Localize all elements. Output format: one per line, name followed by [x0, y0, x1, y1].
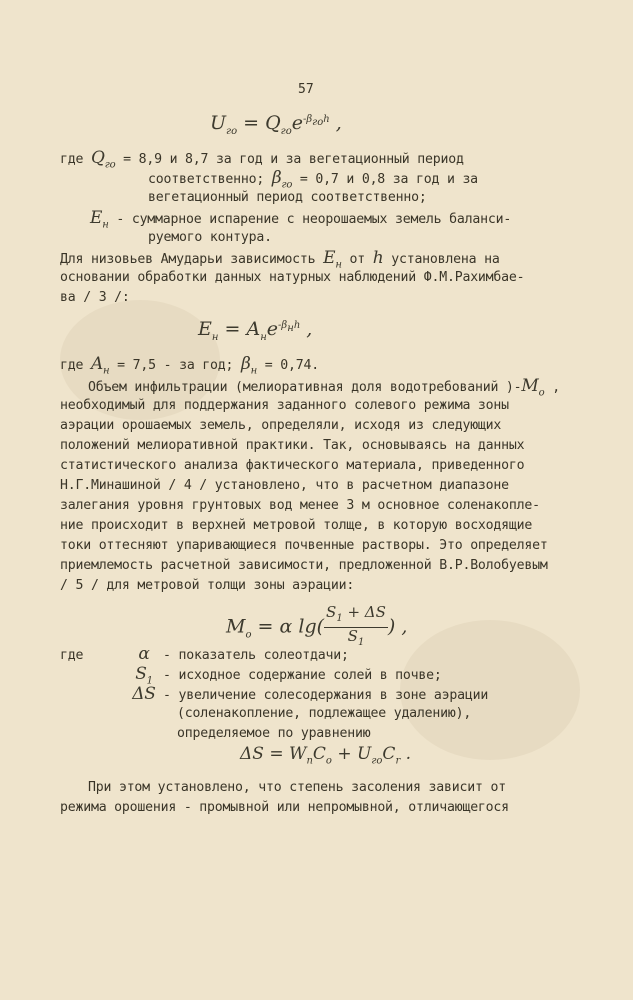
text-line: где	[60, 648, 84, 663]
text-line: статистического анализа фактического материала, приведенного	[60, 458, 525, 473]
text-line: / 5 / для метровой толщи зоны аэрации:	[60, 578, 355, 593]
text-line: руемого контура.	[148, 230, 272, 245]
text-line: (соленакопление, подлежащее удалению),	[177, 706, 472, 721]
text-line: определяемое по уравнению	[177, 726, 371, 741]
definition-row: $S_1$ - исходное содержание солей в почве;	[135, 664, 442, 687]
text-line: При этом установлено, что степень засоления зависит от	[88, 780, 506, 795]
definition-row: α - показатель солеотдачи;	[138, 644, 349, 664]
text-line: ние происходит в верхней метровой толще, в которую восходящие	[60, 518, 533, 533]
text-line: необходимый для поддержания заданного солевого режима зоны	[60, 398, 509, 413]
text-line: $E_н$ - суммарное испарение с неорошаемых земель баланси-	[90, 208, 512, 231]
text-line: аэрации орошаемых земель, определяли, исходя из следующих	[60, 418, 502, 433]
formula-1: $U_{го} = Q_{го}e^{-\beta_{го}h}$ ,	[210, 112, 342, 137]
page-number: 57	[298, 82, 314, 97]
formula-2: $E_н = A_нe^{-\beta_нh}$ ,	[198, 318, 313, 343]
text-line: положений мелиоративной практики. Так, основываясь на данных	[60, 438, 525, 453]
definition-row: ΔS - увеличение солесодержания в зоне аэрации	[132, 684, 489, 704]
text-line: залегания уровня грунтовых вод менее 3 м основное соленакопле-	[60, 498, 540, 513]
text-line: вегетационный период соответственно;	[148, 190, 427, 205]
text-line: где $Q_{го} = 8,9$ и 8,7 за год и за вегетационный период	[60, 148, 464, 171]
text-line: Для низовьев Амударьи зависимость $E_н$ от h установлена на	[60, 248, 500, 271]
text-line: основании обработки данных натурных наблюдений Ф.М.Рахимбае-	[60, 270, 525, 285]
text-line: соответственно; $\beta_{го} = 0,7$ и 0,8 за год и за	[148, 168, 478, 191]
text-line: ва / 3 /:	[60, 290, 130, 305]
text-line: приемлемость расчетной зависимости, предложенной В.Р.Волобуевым	[60, 558, 548, 573]
text-line: токи оттесняют упаривающиеся почвенные растворы. Это определяет	[60, 538, 548, 553]
text-line: где $A_н = 7,5$ - за год; $\beta_н = 0,74$.	[60, 354, 319, 377]
text-line: Н.Г.Минашиной / 4 / установлено, что в расчетном диапазоне	[60, 478, 509, 493]
text-line: режима орошения - промывной или непромывной, отличающегося	[60, 800, 509, 815]
formula-4: $\Delta S = W_nC_o + U_{го}C_r$ .	[240, 744, 412, 767]
formula-3: $M_o = \alpha$ lg( $\frac{S_1 + \Delta S}{S_1}$ ) ,	[226, 603, 408, 648]
text-line: Объем инфильтрации (мелиоративная доля водотребований )$-M_o$ ,	[88, 376, 560, 399]
